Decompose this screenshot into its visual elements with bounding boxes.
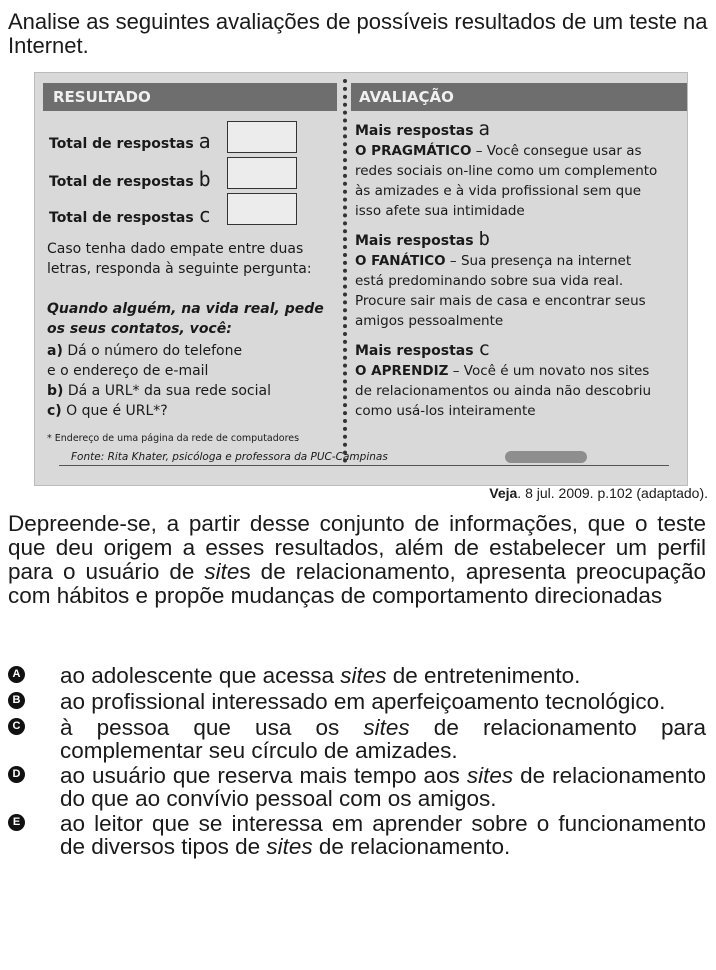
evaluation-b-line: está predominando sobre sua vida real. — [355, 273, 624, 289]
evaluation-c-heading: Mais respostas c — [355, 338, 490, 360]
option-a[interactable] — [8, 664, 706, 688]
intro-text: Analise as seguintes avaliações de possíveis resultados de um teste na Internet. — [8, 9, 708, 58]
evaluation-a-line: às amizades e à vida profissional sem que — [355, 183, 642, 199]
total-b-label: Total de respostas b — [49, 167, 211, 191]
source-rule — [59, 465, 669, 466]
evaluation-a-line: isso afete sua intimidade — [355, 203, 525, 219]
option-d-marker: D — [8, 766, 25, 783]
evaluation-header: AVALIAÇÃO — [351, 83, 687, 111]
option-b[interactable] — [8, 690, 706, 714]
result-header: RESULTADO — [43, 83, 337, 111]
option-b-marker: B — [8, 692, 25, 709]
total-b-box — [227, 157, 297, 189]
evaluation-b-title: O FANÁTICO — [355, 253, 446, 269]
option-c-text: à pessoa que usa os sites de relacionamento para complementar seu círculo de amizades. — [60, 715, 707, 763]
option-a-text: ao adolescente que acessa sites de entretenimento. — [60, 663, 581, 688]
option-c[interactable] — [8, 716, 706, 762]
answer-b: b) Dá a URL* da sua rede social — [47, 383, 271, 399]
option-c-marker: C — [8, 718, 25, 735]
answer-c: c) O que é URL*? — [47, 403, 168, 419]
total-c-label: Total de respostas c — [49, 203, 211, 227]
evaluation-a-heading: Mais respostas a — [355, 118, 490, 140]
option-e[interactable] — [8, 812, 706, 858]
evaluation-a-line: redes sociais on-line como um complemento — [355, 163, 658, 179]
option-b-text: ao profissional interessado em aperfeiçoamento tecnológico. — [60, 689, 666, 714]
answer-a-continued: e o endereço de e-mail — [47, 363, 209, 379]
answer-options — [8, 664, 706, 860]
evaluation-b-line: Procure sair mais de casa e encontrar seus — [355, 293, 646, 309]
figure-caption: Veja. 8 jul. 2009. p.102 (adaptado). — [489, 485, 708, 501]
decorative-pill — [505, 451, 587, 463]
dotted-divider — [343, 79, 347, 463]
source-text: Fonte: Rita Khater, psicóloga e professora da PUC-Campinas — [71, 451, 388, 463]
evaluation-c-title: O APRENDIZ — [355, 363, 449, 379]
question-text: Quando alguém, na vida real, pede os seus contatos, você: — [47, 301, 324, 337]
url-footnote: * Endereço de uma página da rede de computadores — [47, 433, 300, 444]
option-a-marker: A — [8, 666, 25, 683]
option-e-marker: E — [8, 814, 25, 831]
total-a-box — [227, 121, 297, 153]
answer-a: a) Dá o número do telefone — [47, 343, 243, 359]
evaluation-a: Mais respostas a O PRAGMÁTICO – Você consegue usar as redes sociais on-line como um complemento às amizades e à vida profissional sem que isso afete sua intimidade — [355, 119, 687, 221]
option-d-text: ao usuário que reserva mais tempo aos sites de relacionamento do que ao convívio pessoal com os amigos. — [60, 763, 706, 811]
evaluation-c: Mais respostas c O APRENDIZ – Você é um novato nos sites de relacionamentos ou ainda não descobriu como usá-los inteiramente — [355, 339, 687, 421]
option-d[interactable] — [8, 764, 706, 810]
answer-list — [47, 341, 337, 421]
evaluation-b-line: amigos pessoalmente — [355, 313, 504, 329]
magazine-figure — [34, 72, 688, 486]
evaluation-b: Mais respostas b O FANÁTICO – Sua presença na internet está predominando sobre sua vida real. Procure sair mais de casa e encontrar seus amigos pessoalmente — [355, 229, 687, 331]
evaluation-b-heading: Mais respostas b — [355, 228, 490, 250]
tie-instruction: Caso tenha dado empate entre duas letras, responda à seguinte pergunta: — [47, 241, 312, 277]
evaluation-a-title: O PRAGMÁTICO — [355, 143, 472, 159]
evaluation-c-line: de relacionamentos ou ainda não descobriu — [355, 383, 652, 399]
option-e-text: ao leitor que se interessa em aprender sobre o funcionamento de diversos tipos de sites de relacionamento. — [60, 811, 706, 859]
total-c-box — [227, 193, 297, 225]
evaluation-c-line: como usá-los inteiramente — [355, 403, 536, 419]
question-stem: Depreende-se, a partir desse conjunto de informações, que o teste que deu origem a esses resultados, além de estabelecer um perfil para o usuário de sites de relacionamento, apresenta preocupação com hábitos e propõe mudanças de comportamento direcionadas — [8, 511, 706, 608]
total-a-label: Total de respostas a — [49, 129, 211, 153]
